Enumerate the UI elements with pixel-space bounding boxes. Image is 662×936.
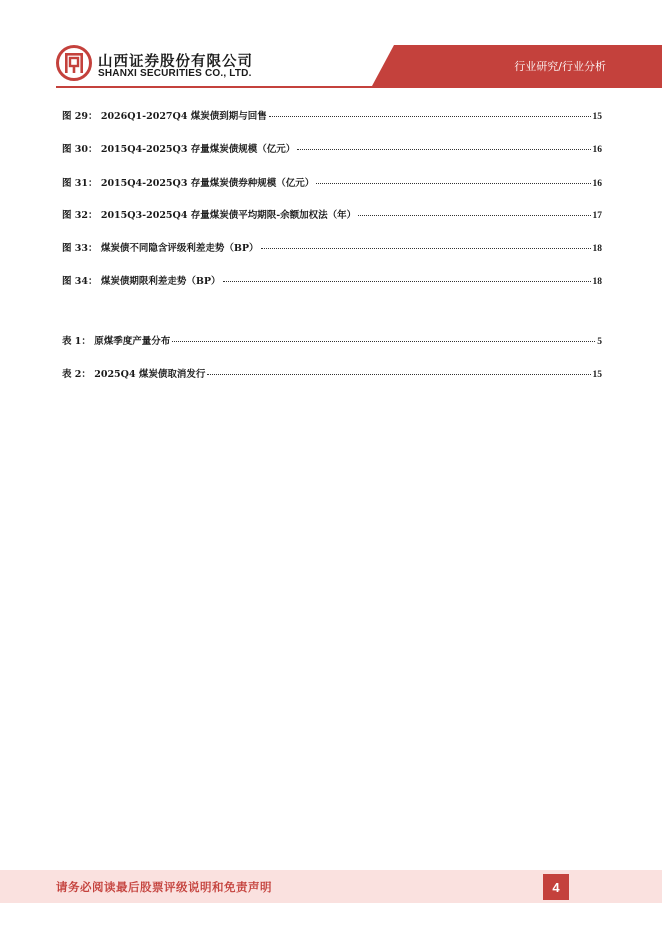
toc-leader-dots [269,108,591,117]
toc-entry-page: 18 [592,277,602,287]
company-logo-icon [56,45,92,81]
toc-entry-label: 图 29： 2026Q1-2027Q4 煤炭债到期与回售 [62,111,267,122]
toc-entry-figure-33[interactable] [62,240,602,256]
toc-entry-figure-30[interactable] [62,141,602,157]
toc-entry-figure-31[interactable] [62,175,602,191]
toc-leader-dots [261,240,591,249]
toc-entry-figure-34[interactable] [62,273,602,289]
toc-entry-label: 表 1： 原煤季度产量分布 [62,336,171,347]
toc-leader-dots [172,333,595,342]
toc-entry-page: 16 [592,145,602,155]
toc-leader-dots [316,175,590,184]
toc-entry-page: 18 [592,244,602,254]
header-divider [56,86,662,88]
page-number: 4 [543,874,569,900]
toc-entry-page: 17 [592,211,602,221]
toc-leader-dots [297,141,590,150]
toc-leader-dots [223,273,591,282]
toc-leader-dots [358,207,590,216]
disclaimer-notice: 请务必阅读最后股票评级说明和免责声明 [56,880,272,894]
report-type-label: 行业研究/行业分析 [514,60,606,73]
company-name-cn: 山西证券股份有限公司 [98,54,253,70]
toc-entry-page: 5 [597,337,602,347]
toc-entry-figure-29[interactable] [62,108,602,124]
toc-entry-label: 图 34： 煤炭债期限利差走势（BP） [62,276,221,287]
toc-entry-label: 图 33： 煤炭债不同隐含评级利差走势（BP） [62,243,259,254]
toc-entry-table-1[interactable] [62,333,602,349]
toc-entry-page: 16 [592,179,602,189]
page-header [0,0,662,86]
toc-entry-label: 图 30： 2015Q4-2025Q3 存量煤炭债规模（亿元） [62,144,296,155]
toc-entry-page: 15 [592,112,602,122]
toc-entry-page: 15 [592,370,602,380]
toc-entry-label: 图 31： 2015Q4-2025Q3 存量煤炭债券种规模（亿元） [62,178,315,189]
toc-entry-label: 图 32： 2015Q3-2025Q4 存量煤炭债平均期限-余额加权法（年） [62,210,357,221]
toc-entry-label: 表 2： 2025Q4 煤炭债取消发行 [62,369,206,380]
toc-entry-table-2[interactable] [62,366,602,382]
toc-entry-figure-32[interactable] [62,207,602,223]
company-name-en: SHANXI SECURITIES CO., LTD. [98,68,252,79]
toc-leader-dots [207,366,590,375]
